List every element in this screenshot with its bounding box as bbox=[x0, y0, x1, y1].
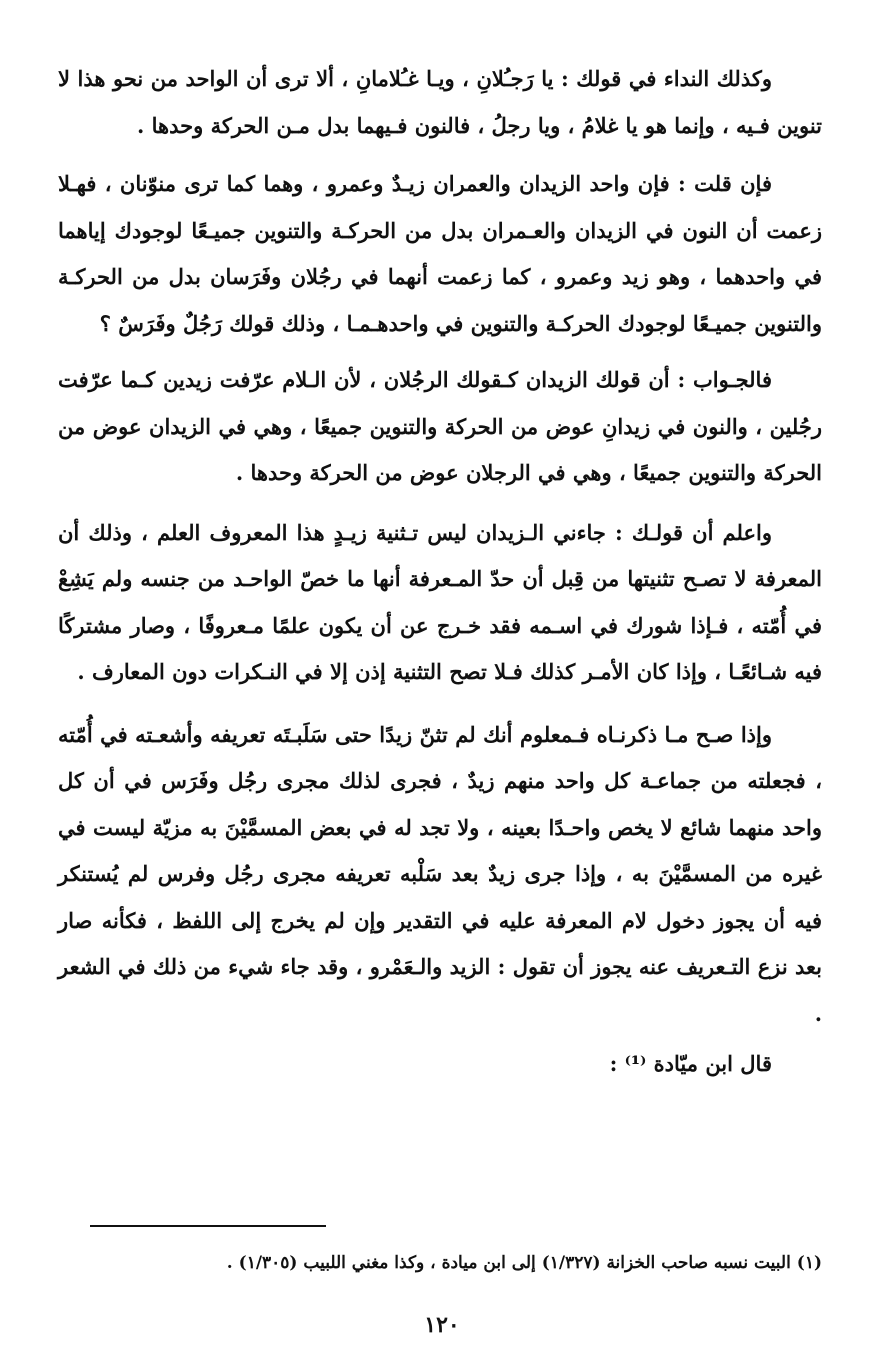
main-text bbox=[58, 56, 822, 1088]
footnote-divider bbox=[90, 1225, 326, 1227]
paragraph-vocative: وكذلك النداء في قولك : يا رَجـُلانِ ، ويـا غـُلامانِ ، ألا ترى أن الواحد من نحو هذا لا تنوين فـيه ، وإنما هو يا غلامُ ، ويا رجلُ ، فالنون فـيهما بدل مـن الحركة وحدها . bbox=[58, 66, 822, 138]
page-number: ١٢٠ bbox=[424, 1312, 460, 1338]
paragraph-objection: فإن قلت : فإن واحد الزيدان والعمران زيـدٌ وعمرو ، وهما كما ترى منوّنان ، فهـلا زعمت أن النون في الزيدان والعـمران بدل من الحركـة والتنوين جميـعًا لوجودك إياهما في واحدهما ، وهو زيد وعمرو ، كما زعمت أنهما في رجُلان وفَرَسان بدل من الحركـة والتنوين جميـعًا لوجودك الحركـة والتنوين في واحدهـمـا ، وذلك قولك رَجُلٌ وفَرَسٌ ؟ bbox=[58, 171, 822, 336]
paragraph-conclusion: وإذا صـح مـا ذكرنـاه فـمعلوم أنك لم تثنّ زيدًا حتى سَلَبـتَه تعريفه وأشعـته في أُمّته ، فجعلته من جماعـة كل واحد منهم زيدٌ ، فجرى لذلك مجرى رجُل وفَرَس في أن كل واحد منهما شائع لا يخص واحـدًا بعينه ، ولا تجد له في بعض المسمَّيْنَ به مزيّة ليست في غيره من المسمَّيْنَ به ، وإذا جرى زيدٌ بعد سَلْبه تعريفه مجرى رجُل وفرس لم يُستنكر فيه أن يجوز دخول لام المعرفة عليه في التقدير وإن لم يخرج إلى اللفظ ، فكأنه صار بعد نزع التـعريف عنه يجوز أن تقول : الزيد والـعَمْرو ، وقد جاء شيء من ذلك في الشعر . bbox=[58, 721, 822, 1026]
footnote: (١) البيت نسبه صاحب الخزانة (١/٣٢٧) إلى ابن ميادة ، وكذا مغني اللبيب (١/٣٠٥) . bbox=[226, 1253, 822, 1273]
paragraph-answer: فالجـواب : أن قولك الزيدان كـقولك الرجُلان ، لأن الـلام عرّفت زيدين كـما عرّفت رجُلين ، والنون في زيدانِ عوض من الحركة والتنوين جميعًا ، وهي في الزيدان عوض من الحركة والتنوين جميعًا ، وهي في الرجلان عوض من الحركة وحدها . bbox=[58, 367, 822, 485]
paragraph-poet-citation: قال ابن ميّادة ⁽¹⁾ : bbox=[609, 1051, 772, 1076]
paragraph-definiteness: واعلم أن قولـك : جاءني الـزيدان ليس تـثنية زيـدٍ هذا المعروف العلم ، وذلك أن المعرفة لا تصـح تثنيتها من قِبل أن حدّ المـعرفة أنها ما خصّ الواحـد من جنسه ولم يَشِعْ في أُمّته ، فـإذا شورك في اسـمه فقد خـرج عن أن يكون علمًا مـعروفًا ، وصار مشتركًا فيه شـائعًـا ، وإذا كان الأمـر كذلك فـلا تصح التثنية إذن إلا في النـكرات دون المعارف . bbox=[58, 519, 822, 684]
